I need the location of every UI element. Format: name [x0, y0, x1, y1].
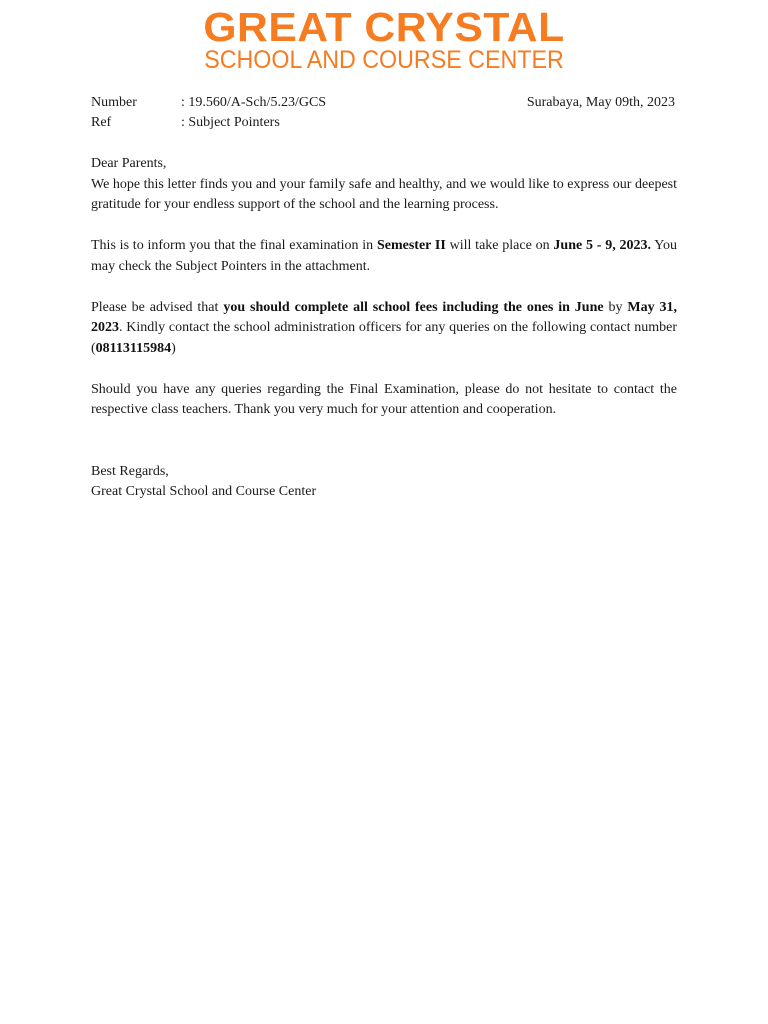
letterhead: [0, 6, 768, 74]
salutation: Dear Parents,: [91, 156, 167, 171]
p3-text-2: by: [603, 299, 628, 315]
number-value: : 19.560/A-Sch/5.23/GCS: [181, 95, 327, 110]
p2-text-1: This is to inform you that the final examination in: [91, 238, 377, 253]
p3-text-3: . Kindly contact the school administration officers for any queries on the following contact number (: [91, 320, 677, 356]
paragraph-queries: Should you have any queries regarding the Final Examination, please do not hesitate to contact the respective class teachers. Thank you very much for your attention and cooperation.: [91, 381, 677, 417]
p2-text-2: will take place on: [445, 238, 554, 253]
letter-meta: [91, 93, 677, 133]
paragraph-gratitude: We hope this letter finds you and your family safe and healthy, and we would like to express our deepest gratitude for your endless support of the school and the learning process.: [91, 176, 677, 212]
ref-label: Ref: [91, 115, 112, 130]
paragraph-exam-info: [91, 236, 677, 277]
number-label: Number: [91, 95, 137, 110]
letterhead-title: GREAT CRYSTAL: [203, 4, 565, 50]
semester-bold: Semester II: [376, 238, 446, 253]
ref-value: : Subject Pointers: [181, 115, 280, 130]
meta-row-ref: [91, 113, 677, 133]
letter-body: [91, 154, 677, 503]
fees-notice-bold: you should complete all school fees including the ones in June: [223, 299, 604, 315]
exam-dates-bold: June 5 - 9, 2023.: [553, 238, 652, 253]
p3-text-1: Please be advised that: [91, 299, 224, 315]
closing-block: [91, 462, 677, 503]
place-date: Surabaya, May 09th, 2023: [526, 95, 675, 110]
fees-deadline-bold: May 31, 2023: [91, 299, 677, 335]
p2-text-3: You may check the Subject Pointers in the attachment.: [91, 238, 677, 274]
signatory: Great Crystal School and Course Center: [91, 484, 317, 499]
paragraph-fees: [91, 298, 677, 360]
contact-number-bold: 08113115984: [95, 340, 172, 356]
meta-row-number: [91, 93, 677, 113]
letterhead-subtitle: SCHOOL AND COURSE CENTER: [204, 46, 564, 74]
closing-line: Best Regards,: [91, 463, 169, 479]
p3-text-4: ): [171, 340, 176, 356]
